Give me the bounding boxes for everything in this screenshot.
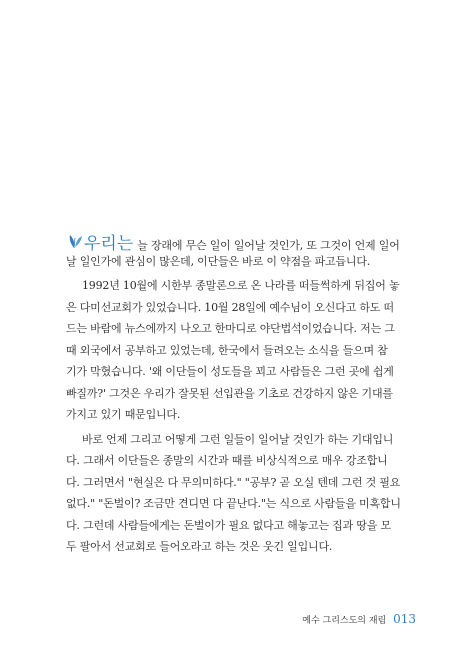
paragraph-2-line-4: 때 외국에서 공부하고 있었는데, 한국에서 들려오는 소식을 들으며 참 [66, 343, 388, 357]
lead-word: 우리는 [84, 234, 134, 254]
paragraph-2-line-5: 기가 막혔습니다. '왜 이단들이 성도들을 꾀고 사람들은 그런 곳에 쉽게 [66, 365, 394, 378]
paragraph-3-line-6: 두 팔아서 선교회로 들어오라고 하는 것은 웃긴 일입니다. [66, 540, 333, 553]
paragraph-1-line-1: 날 일인가에 관심이 많은데, 이단들은 바로 이 약점을 파고듭니다. [66, 254, 371, 268]
paragraph-3-line-3: 다. 그러면서 "현실은 다 무의미하다." "공부? 곧 오실 텐데 그런 것 필요 [66, 475, 401, 489]
paragraph-3-line-4: 없다." "돈벌이? 조금만 견디면 다 끝난다."는 식으로 사람들을 미혹합니 [66, 497, 401, 510]
running-title: 예수 그리스도의 재림 [302, 616, 387, 626]
paragraph-3-line-1: 바로 언제 그리고 어떻게 그런 일들이 일어날 것인가 하는 기대입니 [82, 432, 394, 446]
page-footer [302, 612, 416, 626]
first-line [66, 229, 416, 254]
paragraph-3-line-2: 다. 그래서 이단들은 종말의 시간과 때를 비상식적으로 매우 강조합니 [66, 454, 388, 467]
page-number: 013 [393, 612, 416, 626]
paragraph-2-line-7: 가지고 있기 때문입니다. [66, 408, 181, 421]
paragraph-2-line-2: 은 다미선교회가 있었습니다. 10월 28일에 예수님이 오신다고 하도 떠 [66, 300, 394, 314]
paragraph-2-line-1: 1992년 10월에 시한부 종말론으로 온 나라를 떠들썩하게 뒤집어 놓 [82, 279, 400, 292]
paragraph-3-line-5: 다. 그런데 사람들에게는 돈벌이가 필요 없다고 해놓고는 집과 땅을 모 [66, 518, 391, 532]
body-text [66, 229, 416, 558]
paragraph-2-line-6: 빠질까?' 그것은 우리가 잘못된 선입관을 기초로 건강하지 않은 기대를 [66, 386, 393, 400]
first-line-text: 늘 장래에 무슨 일이 일어날 것인가, 또 그것이 언제 일어 [137, 239, 400, 252]
paragraph-2-line-3: 드는 바람에 뉴스에까지 나오고 한마디로 야단법석이었습니다. 저는 그 [66, 322, 395, 335]
leaf-icon [66, 229, 83, 249]
